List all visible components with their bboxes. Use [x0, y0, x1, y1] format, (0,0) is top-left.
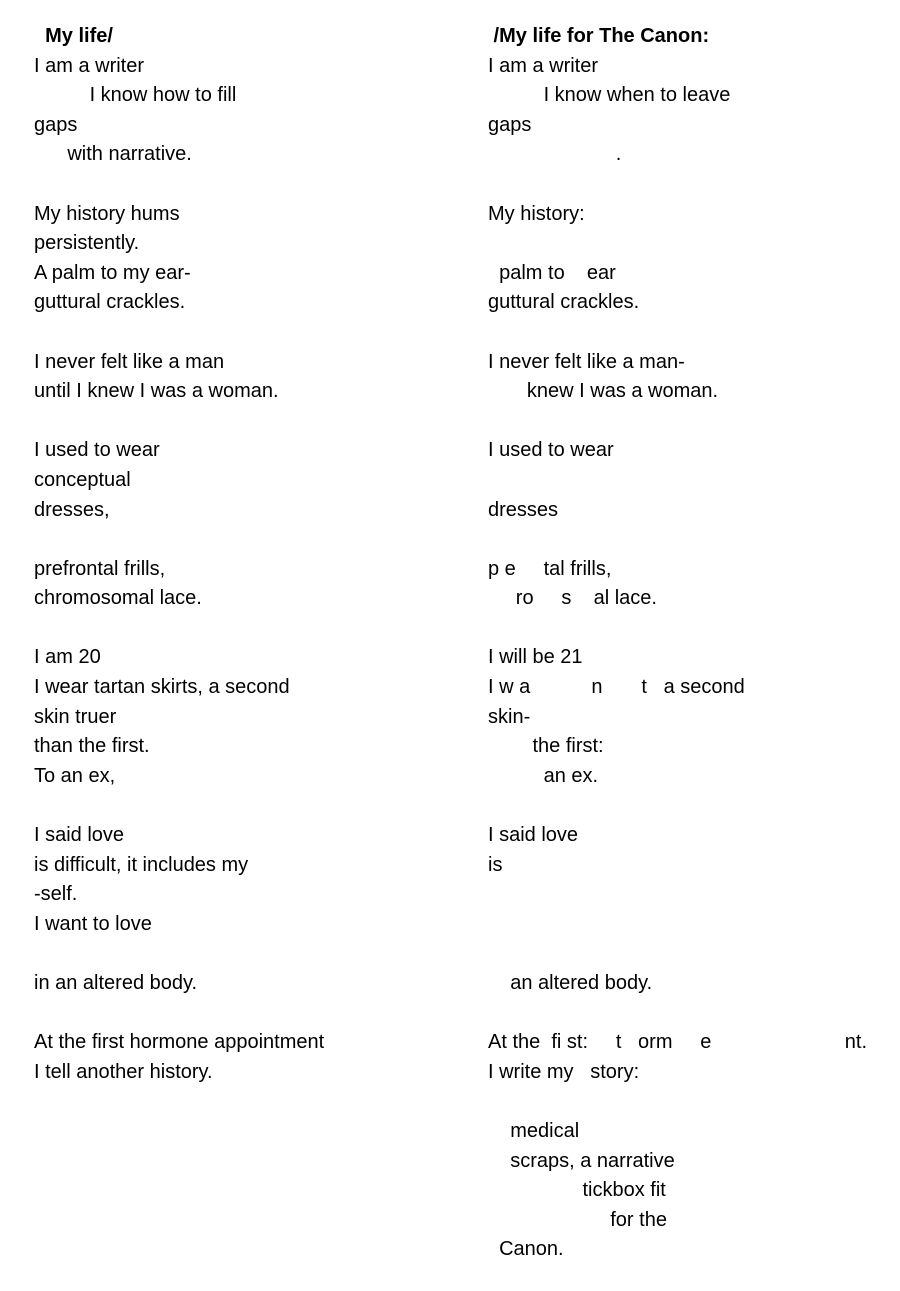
right-line: ro s al lace.: [488, 587, 657, 610]
right-line: I used to wear: [488, 439, 614, 462]
left-line: [34, 318, 454, 348]
right-line: an altered body.: [488, 972, 653, 994]
right-line: At the fi st: t orm e nt.: [488, 1031, 867, 1054]
left-line: chromosomal lace.: [34, 587, 202, 610]
right-line: I know when to leave: [488, 84, 731, 107]
right-line: dresses: [488, 498, 559, 521]
left-line: I said love: [34, 824, 125, 847]
right-line: gaps: [488, 113, 532, 136]
left-line: -self.: [34, 883, 78, 906]
right-line: palm to ear: [488, 261, 616, 284]
left-line: [34, 170, 454, 200]
right-line: [488, 407, 888, 437]
left-line: I used to wear: [34, 439, 160, 462]
right-line: [488, 170, 888, 200]
right-line: [488, 525, 888, 555]
right-line: [488, 880, 888, 910]
left-line: gaps: [34, 113, 78, 136]
left-title: My life/: [34, 25, 113, 47]
left-line: [34, 791, 454, 821]
left-line: persistently.: [34, 232, 140, 255]
right-line: I never felt like a man-: [488, 350, 685, 373]
left-line: To an ex,: [34, 764, 116, 787]
left-line: until I knew I was a woman.: [34, 380, 279, 403]
right-line: [488, 939, 888, 969]
right-line: [488, 910, 888, 940]
right-line: I write my story:: [488, 1060, 640, 1083]
right-line: [488, 229, 888, 259]
left-line: prefrontal frills,: [34, 557, 166, 580]
right-title: /My life for The Canon:: [488, 25, 710, 47]
poem-right-column: [488, 22, 888, 1265]
left-line: is difficult, it includes my: [34, 853, 249, 876]
left-line: At the first hormone appointment: [34, 1031, 325, 1054]
right-line: is: [488, 853, 503, 876]
right-line: the first:: [488, 735, 604, 758]
right-line: My history:: [488, 202, 585, 225]
left-line: in an altered body.: [34, 972, 198, 994]
right-line: .: [488, 143, 622, 166]
right-line: I said love: [488, 824, 579, 847]
right-line: Canon.: [488, 1238, 564, 1261]
right-line: [488, 999, 888, 1029]
right-line: [488, 1087, 888, 1117]
left-line: [34, 999, 454, 1029]
right-line: I am a writer: [488, 54, 599, 77]
right-line: [488, 318, 888, 348]
left-line: My history hums: [34, 202, 180, 225]
left-line: I am 20: [34, 646, 101, 669]
left-line: [34, 407, 454, 437]
right-line: p e tal frills,: [488, 557, 612, 580]
left-line: than the first.: [34, 735, 150, 758]
right-line: [488, 466, 888, 496]
left-line: I am a writer: [34, 54, 145, 77]
left-line: skin truer: [34, 705, 117, 728]
left-line: with narrative.: [34, 143, 192, 166]
left-line: I tell another history.: [34, 1060, 213, 1083]
left-line: I never felt like a man: [34, 350, 225, 373]
right-line: tickbox fit: [488, 1179, 666, 1202]
right-line: skin-: [488, 705, 531, 728]
left-line: [34, 614, 454, 644]
left-line: A palm to my ear-: [34, 261, 191, 284]
left-line: guttural crackles.: [34, 291, 186, 314]
right-line: I w a n t a second: [488, 676, 745, 699]
right-line: medical: [488, 1119, 580, 1142]
left-line: I wear tartan skirts, a second: [34, 676, 290, 699]
left-line: [34, 939, 454, 969]
right-line: [488, 614, 888, 644]
left-line: I want to love: [34, 912, 152, 935]
left-line: I know how to fill: [34, 84, 237, 107]
right-line: an ex.: [488, 764, 599, 787]
right-line: knew I was a woman.: [488, 380, 719, 403]
right-line: I will be 21: [488, 646, 583, 669]
right-line: for the: [488, 1208, 667, 1231]
left-line: dresses,: [34, 498, 110, 521]
right-line: guttural crackles.: [488, 291, 640, 314]
left-line: conceptual: [34, 468, 131, 491]
right-line: scraps, a narrative: [488, 1149, 675, 1172]
right-line: [488, 791, 888, 821]
poem-left-column: [34, 22, 454, 1087]
left-line: [34, 525, 454, 555]
